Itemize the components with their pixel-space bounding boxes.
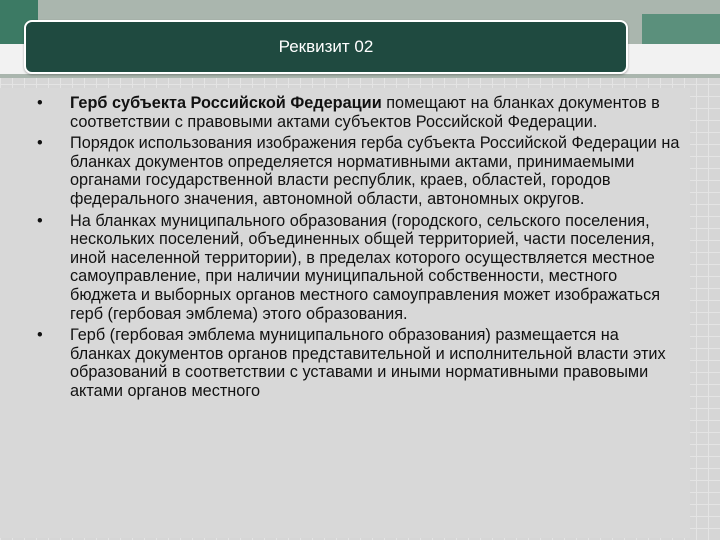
title-box — [24, 20, 628, 74]
decor-block-right — [642, 14, 720, 44]
bullet-text: На бланках муниципального образования (городского, сельского поселения, нескольких поселений, объединенных общей территорией, части поселения, иной населенной территории), в пределах которого осуществляется местное самоуправление, при наличии муниципальной собственности, местного бюджета и выборных органов местного самоуправления может изображаться герб (гербовая эмблема) этого образования. — [70, 211, 661, 323]
bullet-text: Герб (гербовая эмблема муниципального образования) размещается на бланках документов органов представительной и исполнительной власти этих образований в соответствии с уставами и иными нормативными правовыми актами органов местного — [70, 326, 666, 400]
bullet-list — [32, 94, 684, 404]
bullet-marker: • — [37, 134, 43, 153]
bullet-item — [32, 94, 684, 131]
bullet-item — [32, 212, 684, 324]
content-area — [0, 88, 690, 538]
bullet-item — [32, 134, 684, 208]
bullet-marker: • — [37, 326, 43, 345]
bullet-item — [32, 326, 684, 400]
bullet-text: Порядок использования изображения герба субъекта Российской Федерации на бланках документов определяется нормативными актами, принимаемыми органами государственной власти республик, краев, областей, городов федерального значения, автономной области, автономных округов. — [70, 134, 680, 208]
slide-title: Реквизит 02 — [278, 37, 374, 56]
bullet-marker: • — [37, 211, 43, 230]
bullet-bold-text: Герб субъекта Российской Федерации — [70, 94, 382, 112]
bullet-marker: • — [37, 94, 43, 112]
bullet-text: помещают на бланках документов в соответствии с правовыми актами субъектов Российской Федерации. — [70, 94, 660, 131]
